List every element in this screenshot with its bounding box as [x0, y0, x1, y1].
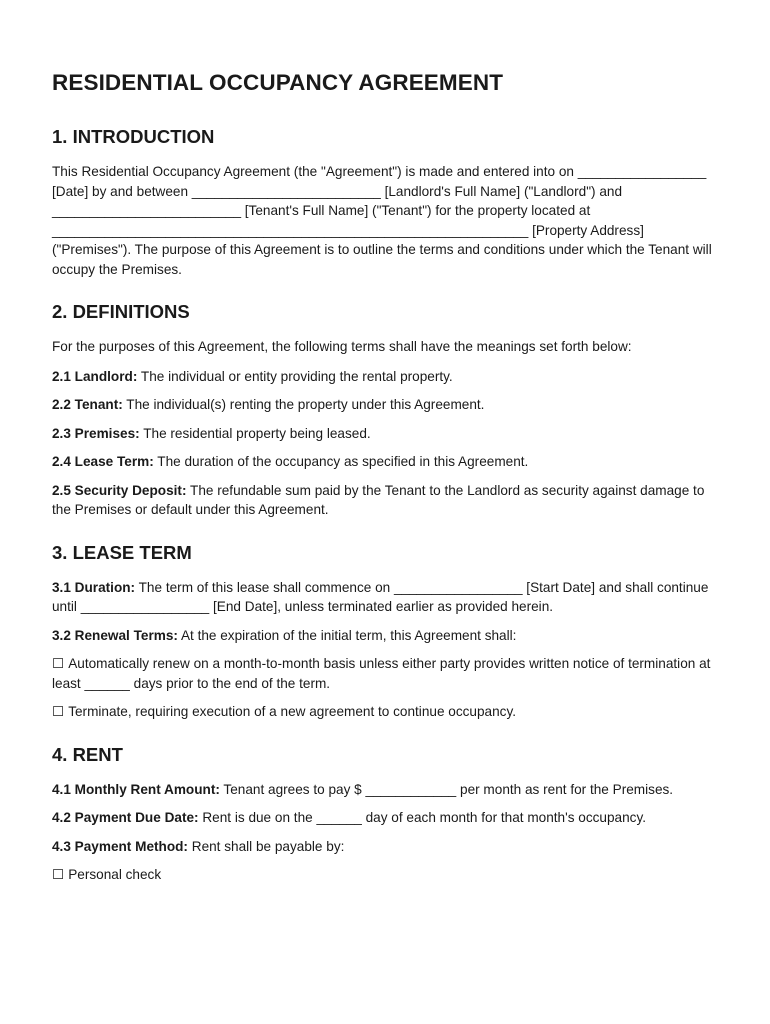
section-rent — [52, 744, 718, 885]
definition-lease-term: 2.4 Lease Term: The duration of the occupancy as specified in this Agreement. — [52, 454, 529, 469]
section-heading: 3. LEASE TERM — [52, 541, 192, 563]
checkbox-icon[interactable]: ☐ — [52, 656, 65, 671]
document-title: RESIDENTIAL OCCUPANCY AGREEMENT — [52, 70, 504, 95]
section-heading: 2. DEFINITIONS — [52, 301, 190, 322]
clause-payment-due-date: 4.2 Payment Due Date: Rent is due on the ______ day of each month for that month's occupancy. — [52, 810, 647, 825]
clause-monthly-rent: 4.1 Monthly Rent Amount: Tenant agrees to pay $ ____________ per month as rent for the Premises. — [52, 781, 674, 797]
clause-duration: 3.1 Duration: The term of this lease shall commence on _________________ [Start Date] and shall continue until _________________ [End Date], unless terminated earlier as provided herein. — [52, 579, 709, 614]
option-personal-check[interactable]: ☐ Personal check — [52, 865, 718, 885]
section-definitions — [52, 301, 718, 520]
section-heading: 4. RENT — [52, 743, 123, 765]
section-lease-term — [52, 542, 718, 722]
clause-payment-method: 4.3 Payment Method: Rent shall be payable by: — [52, 838, 345, 854]
definition-landlord: 2.1 Landlord: The individual or entity providing the rental property. — [52, 368, 453, 384]
definition-security-deposit: 2.5 Security Deposit: The refundable sum paid by the Tenant to the Landlord as security against damage to the Premises or default under this Agreement. — [52, 482, 705, 517]
option-auto-renew[interactable]: ☐ Automatically renew on a month-to-month basis unless either party provides written notice of termination at least ______ days prior to the end of the term. — [52, 656, 711, 691]
introduction-paragraph: This Residential Occupancy Agreement (the "Agreement") is made and entered into on _________________ [Date] by and between _________________________ [Landlord's Full Name] ("Landlord") and _________________________ [Tenant's Full Name] ("Tenant") for the property located at _______________________________________________________________ [Property Address] ("Premises"). The purpose of this Agreement is to outline the terms and conditions under which the Tenant will occupy the Premises. — [52, 164, 712, 277]
definitions-intro: For the purposes of this Agreement, the following terms shall have the meanings set forth below: — [52, 339, 632, 354]
checkbox-icon[interactable]: ☐ — [52, 704, 65, 719]
section-introduction — [52, 126, 718, 279]
clause-renewal-terms: 3.2 Renewal Terms: At the expiration of the initial term, this Agreement shall: — [52, 627, 517, 643]
definition-tenant: 2.2 Tenant: The individual(s) renting the property under this Agreement. — [52, 397, 485, 412]
definition-premises: 2.3 Premises: The residential property being leased. — [52, 425, 371, 441]
option-terminate[interactable]: ☐ Terminate, requiring execution of a new agreement to continue occupancy. — [52, 702, 718, 722]
checkbox-icon[interactable]: ☐ — [52, 867, 65, 882]
section-heading: 1. INTRODUCTION — [52, 126, 215, 147]
